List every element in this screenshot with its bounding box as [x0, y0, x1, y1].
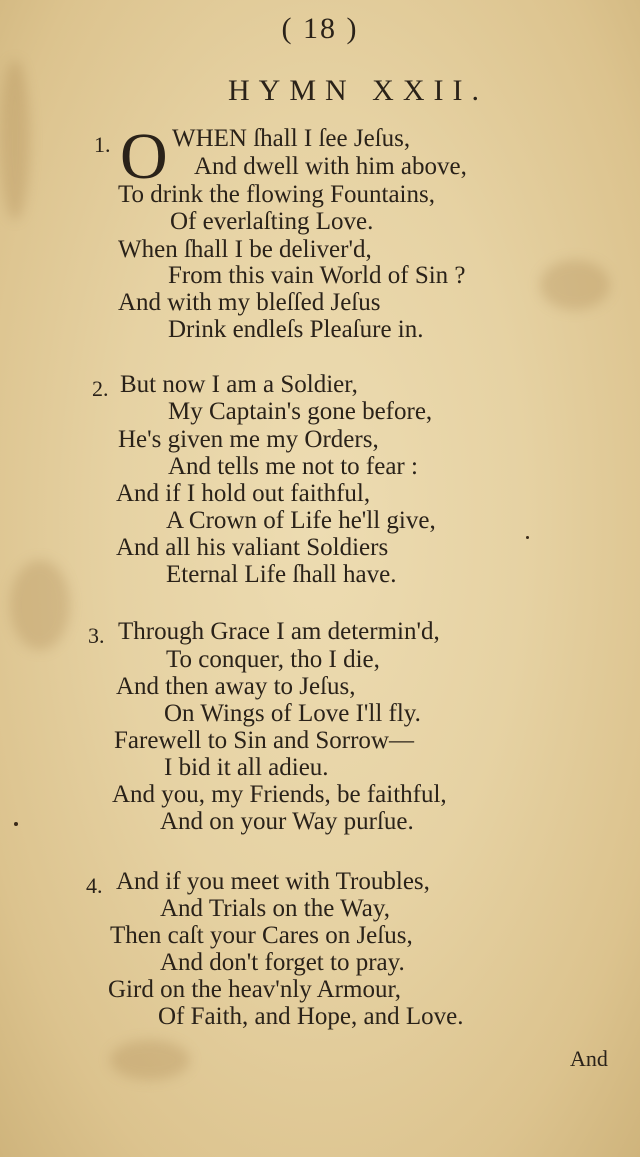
verse-line: Drink endleſs Pleaſure in. [168, 316, 424, 343]
page-number: ( 18 ) [281, 12, 359, 45]
stanza-number: 4. [86, 873, 103, 898]
verse-line: Eternal Life ſhall have. [166, 561, 397, 588]
verse-line: On Wings of Love I'll fly. [164, 700, 421, 727]
verse-line: And on your Way purſue. [160, 808, 414, 835]
verse-line: Of everlaſting Love. [170, 208, 374, 235]
verse-line: Of Faith, and Hope, and Love. [158, 1003, 464, 1030]
paper-stain [0, 60, 30, 220]
verse-line: WHEN ſhall I ſee Jeſus, [172, 125, 411, 152]
verse-line: Gird on the heav'nly Armour, [108, 976, 402, 1003]
ink-speck [526, 536, 529, 539]
verse-line: Farewell to Sin and Sorrow— [114, 727, 414, 754]
stanza-number: 1. [94, 132, 111, 157]
verse-line: A Crown of Life he'll give, [166, 507, 436, 534]
verse-line: But now I am a Soldier, [120, 371, 358, 398]
verse-line: From this vain World of Sin ? [168, 262, 466, 289]
verse-line: My Captain's gone before, [168, 398, 433, 425]
verse-line: And then away to Jeſus, [116, 673, 356, 700]
ink-speck [14, 822, 18, 826]
verse-line: And don't forget to pray. [160, 949, 405, 976]
verse-line: And Trials on the Way, [160, 895, 390, 922]
verse-line: To conquer, tho I die, [166, 646, 380, 673]
paper-stain [110, 1040, 190, 1080]
paper-stain [10, 560, 70, 650]
verse-line: And dwell with him above, [194, 153, 467, 180]
stanza-number: 2. [92, 376, 109, 401]
verse-line: Through Grace I am determin'd, [118, 618, 440, 645]
paper-stain [540, 260, 610, 310]
catchword: And [570, 1046, 608, 1071]
verse-line: He's given me my Orders, [118, 426, 379, 453]
verse-line: And if you meet with Troubles, [116, 868, 430, 895]
verse-line: When ſhall I be deliver'd, [118, 236, 372, 263]
verse-line: And if I hold out faithful, [116, 480, 371, 507]
stanza-number: 3. [88, 623, 105, 648]
verse-line: And with my bleſſed Jeſus [118, 289, 381, 316]
hymn-title: HYMN XXII. [228, 74, 488, 107]
verse-line: To drink the flowing Fountains, [118, 181, 435, 208]
verse-line: I bid it all adieu. [164, 754, 329, 781]
verse-line: Then caſt your Cares on Jeſus, [110, 922, 413, 949]
verse-line: And all his valiant Soldiers [116, 534, 389, 561]
drop-cap: O [120, 120, 168, 193]
verse-line: And you, my Friends, be faithful, [112, 781, 447, 808]
verse-line: And tells me not to fear : [168, 453, 418, 480]
